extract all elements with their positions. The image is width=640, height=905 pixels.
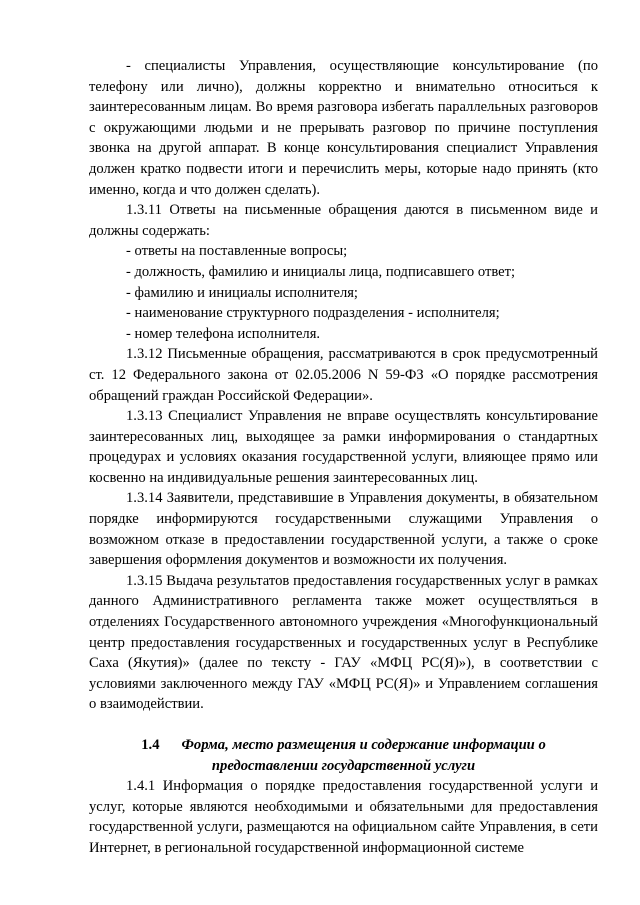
- paragraph-1-3-11: 1.3.11 Ответы на письменные обращения даются в письменном виде и должны содержать:: [89, 202, 598, 239]
- paragraph-1-4-1: 1.4.1 Информация о порядке предоставления государственной услуги и услуг, которые являются необходимыми и обязательными для предоставления государственной услуги, размещаются на официальном сайте Управления, в сети Интернет, в региональной государственной информационной системе: [89, 778, 598, 856]
- list-item-executor-name: - фамилию и инициалы исполнителя;: [126, 284, 358, 301]
- paragraph-1-3-14: 1.3.14 Заявители, представившие в Управления документы, в обязательном порядке информируются государственными служащими Управления о возможном отказе в предоставлении государственной услуги, а также о сроке завершения оформления документов и возможности их получения.: [89, 490, 598, 569]
- paragraph-1-3-15: 1.3.15 Выдача результатов предоставления государственных услуг в рамках данного Административного регламента также может осуществляться в отделениях Государственного автономного учреждения «Многофункциональный центр предоставления государственных и государственных услуг в Республике Саха (Якутия)» (далее по тексту - ГАУ «МФЦ РС(Я)»), в соответствии с условиями заключенного между ГАУ «МФЦ РС(Я)» и Управлением соглашения о взаимодействии.: [89, 572, 598, 713]
- paragraph-consultation-conduct: - специалисты Управления, осуществляющие консультирование (по телефону или лично), должны корректно и внимательно относиться к заинтересованным лицам. Во время разговора избегать параллельных разговоров с окружающими людьми и не прерывать разговор по причине поступления звонка на другой аппарат. В конце консультирования специалист Управления должен кратко подвести итоги и перечислить меры, которые надо принять (кто именно, когда и что должен сделать).: [89, 58, 598, 198]
- section-title: Форма, место размещения и содержание информации о предоставлении государственной услуги: [181, 737, 546, 774]
- paragraph-1-3-12: 1.3.12 Письменные обращения, рассматриваются в срок предусмотренный ст. 12 Федерального закона от 02.05.2006 N 59-ФЗ «О порядке рассмотрения обращений граждан Российской Федерации».: [89, 346, 598, 404]
- document-page: [89, 56, 598, 859]
- list-item-phone: - номер телефона исполнителя.: [126, 325, 321, 342]
- paragraph-1-3-13: 1.3.13 Специалист Управления не вправе осуществлять консультирование заинтересованных лиц, выходящее за рамки информирования о стандартных процедурах и условиях оказания государственной услуги, влияющее прямо или косвенно на индивидуальные решения заинтересованных лиц.: [89, 408, 598, 486]
- section-heading: [89, 735, 598, 776]
- list-item-answers: - ответы на поставленные вопросы;: [126, 243, 348, 260]
- list-item-signer: - должность, фамилию и инициалы лица, подписавшего ответ;: [126, 263, 516, 280]
- list-item-department: - наименование структурного подразделения - исполнителя;: [126, 305, 500, 322]
- section-number: 1.4: [141, 737, 160, 753]
